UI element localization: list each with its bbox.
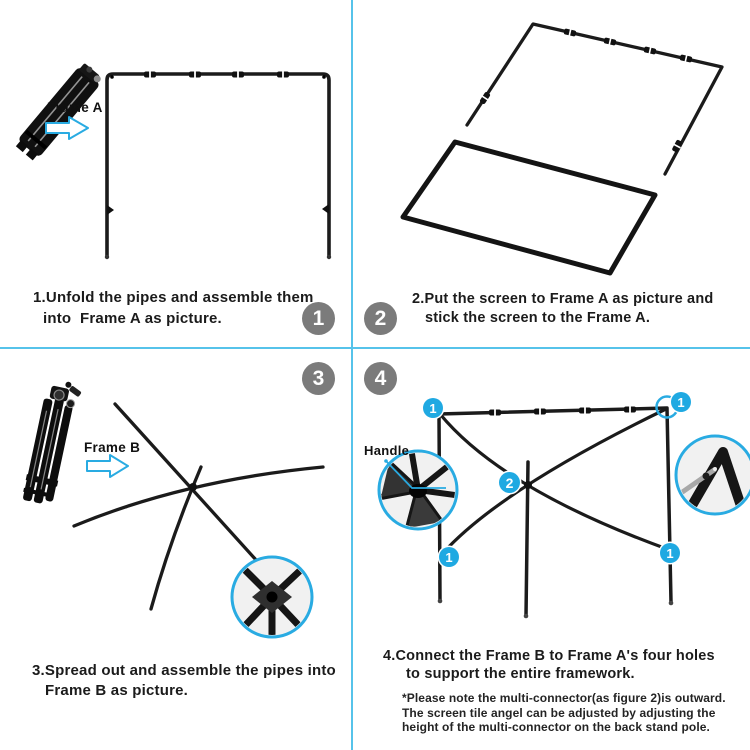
- connector-badge-center: 2: [499, 472, 520, 493]
- step-4-note: [402, 691, 726, 735]
- connector-badge-mid-left: 1: [439, 547, 459, 567]
- step-2-circle: 2: [364, 302, 397, 335]
- arrow-right-icon-2: [87, 455, 128, 477]
- folded-tripod-icon: [22, 377, 84, 507]
- note-line-2: The screen tile angel can be adjusted by adjusting the: [402, 705, 716, 720]
- frame-a-label: Frame A: [47, 100, 103, 115]
- screen-frame-icon: [467, 24, 722, 174]
- step-3-caption-line-1: 3.Spread out and assemble the pipes into: [32, 662, 336, 679]
- handle-label: Handle: [364, 443, 410, 458]
- frame-b-label: Frame B: [84, 440, 141, 455]
- frame-a-icon: [105, 70, 331, 259]
- step-1-caption-line-1: 1.Unfold the pipes and assemble them: [33, 289, 314, 306]
- step-1-circle: 1: [302, 302, 335, 335]
- step-4-caption-line-2: to support the entire framework.: [406, 665, 635, 682]
- step-2-caption: [412, 290, 713, 328]
- frame-a-left-knob: [107, 205, 114, 215]
- step-4-caption: [383, 648, 715, 683]
- note-line-1: *Please note the multi-connector(as figure 2)is outward.: [402, 691, 726, 705]
- magnifier-circle-icon-frame-b: [232, 557, 312, 640]
- connector-badge-top-left: 1: [423, 398, 443, 418]
- step-3-caption: [32, 661, 336, 700]
- step-1-caption: [33, 287, 314, 329]
- screen-panel-icon: [403, 142, 655, 273]
- connector-badge-mid-right: 1: [660, 543, 680, 563]
- note-line-3: height of the multi-connector on the back stand pole.: [402, 720, 710, 735]
- magnifier-circle-icon-multi-connector: [379, 451, 457, 529]
- step-4-caption-line-1: 4.Connect the Frame B to Frame A's four holes: [383, 648, 715, 664]
- step-1-caption-line-2: into Frame A as picture.: [43, 310, 222, 327]
- step-3-circle: 3: [302, 362, 335, 395]
- frame-a-right-knob: [322, 204, 329, 214]
- connector-badge-top-right: 1: [671, 392, 691, 412]
- magnifier-circle-icon-corner: [676, 436, 750, 514]
- step-2-caption-line-2: stick the screen to the Frame A.: [425, 310, 651, 326]
- step-2-caption-line-1: 2.Put the screen to Frame A as picture and: [412, 291, 714, 307]
- assembled-framework-icon: [438, 397, 678, 619]
- tripod-head: [48, 379, 83, 410]
- step-3-caption-line-2: Frame B as picture.: [45, 681, 189, 699]
- step-4-circle: 4: [364, 362, 397, 395]
